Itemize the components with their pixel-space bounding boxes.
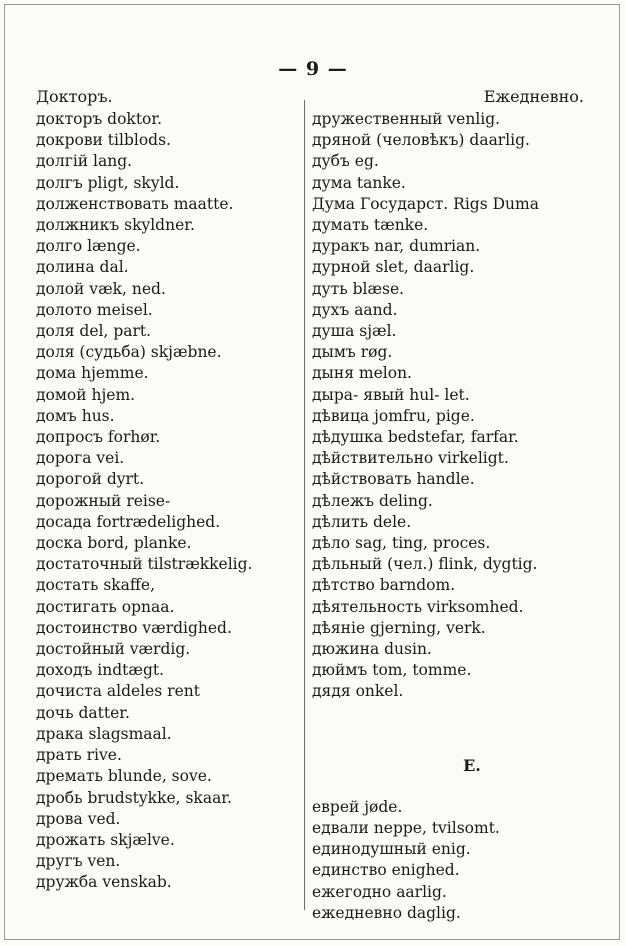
dictionary-entry: дрова ved. bbox=[36, 809, 121, 828]
left-column bbox=[36, 86, 298, 894]
page-number: — 9 — bbox=[278, 58, 348, 80]
dictionary-entry: доля del, part. bbox=[36, 322, 152, 341]
dictionary-entry: дрожать skjælve. bbox=[36, 830, 175, 849]
dictionary-entry: достать skaffe, bbox=[36, 576, 156, 595]
dictionary-entry: дѣлежъ deling. bbox=[312, 491, 433, 510]
dictionary-entry: долженствовать maatte. bbox=[36, 194, 234, 213]
right-column bbox=[312, 86, 612, 924]
dictionary-entry: ежедневно daglig. bbox=[312, 903, 461, 922]
section-e-entries-list bbox=[312, 797, 612, 924]
dictionary-entry: дорога vei. bbox=[36, 449, 125, 468]
dictionary-entry: ежегодно aarlig. bbox=[312, 882, 447, 901]
dictionary-entry: думать tænke. bbox=[312, 216, 429, 235]
dictionary-entry: драть rive. bbox=[36, 746, 122, 765]
dictionary-entry: едвали neppe, tvilsomt. bbox=[312, 818, 500, 837]
dictionary-entry: домой hjem. bbox=[36, 385, 136, 404]
dictionary-entry: дружба venskab. bbox=[36, 873, 172, 892]
dictionary-entry: достаточный tilstrækkelig. bbox=[36, 555, 253, 574]
dictionary-entry: дурной slet, daarlig. bbox=[312, 258, 475, 277]
dictionary-entry: дуть blæse. bbox=[312, 279, 405, 298]
dictionary-entry: дряной (человѣкъ) daarlig. bbox=[312, 131, 530, 150]
dictionary-entry: доходъ indtægt. bbox=[36, 661, 165, 680]
right-entries-list bbox=[312, 109, 612, 703]
dictionary-entry: дорожный reise- bbox=[36, 491, 171, 510]
dictionary-entry: дорогой dyrt. bbox=[36, 470, 145, 489]
dictionary-entry: дѣдушка bedstefar, farfar. bbox=[312, 428, 519, 447]
dictionary-entry: душа sjæl. bbox=[312, 322, 397, 341]
dictionary-entry: докрови tilblods. bbox=[36, 131, 171, 150]
dictionary-entry: долгій lang. bbox=[36, 152, 133, 171]
dictionary-entry: дымъ røg. bbox=[312, 343, 393, 362]
section-gap bbox=[312, 703, 612, 755]
dictionary-entry: дремать blunde, sove. bbox=[36, 767, 212, 786]
dictionary-entry: дѣйствовать handle. bbox=[312, 470, 475, 489]
dictionary-entry: Дума Государст. Rigs Duma bbox=[312, 194, 539, 213]
column-divider bbox=[304, 100, 305, 910]
dictionary-entry: дѣтство barndom. bbox=[312, 576, 456, 595]
dictionary-entry: дома hjemme. bbox=[36, 364, 149, 383]
dictionary-entry: дѣяніе gjerning, verk. bbox=[312, 618, 486, 637]
dictionary-entry: дѣятельность virksomhed. bbox=[312, 597, 524, 616]
dictionary-entry: докторъ doktor. bbox=[36, 110, 163, 128]
dictionary-entry: дѣвица jomfru, pige. bbox=[312, 406, 475, 425]
dictionary-entry: достигать opnaa. bbox=[36, 597, 175, 616]
dictionary-entry: дума tanke. bbox=[312, 173, 406, 192]
dictionary-entry: достоинство værdighed. bbox=[36, 618, 232, 637]
dictionary-entry: дробь brudstykke, skaar. bbox=[36, 788, 232, 807]
dictionary-entry: дѣло sag, ting, proces. bbox=[312, 534, 491, 553]
dictionary-entry: дочиста aldeles rent bbox=[36, 682, 200, 701]
dictionary-entry: долото meisel. bbox=[36, 300, 153, 319]
dictionary-entry: дюжина dusin. bbox=[312, 640, 432, 659]
right-running-head: Ежедневно. bbox=[483, 87, 584, 106]
dictionary-entry: долгъ pligt, skyld. bbox=[36, 173, 180, 192]
left-running-head: Докторъ. bbox=[36, 87, 113, 106]
dictionary-entry: драка slagsmaal. bbox=[36, 724, 172, 743]
dictionary-entry: долой væk, ned. bbox=[36, 279, 166, 298]
dictionary-entry: единство enighed. bbox=[312, 861, 460, 880]
dictionary-entry: дочь datter. bbox=[36, 703, 130, 722]
dictionary-entry: домъ hus. bbox=[36, 406, 115, 425]
dictionary-entry: дѣльный (чел.) flink, dygtig. bbox=[312, 555, 538, 574]
dictionary-entry: дружественный venlig. bbox=[312, 110, 501, 128]
dictionary-entry: дѣйствительно virkeligt. bbox=[312, 449, 509, 468]
dictionary-entry: долина dal. bbox=[36, 258, 129, 277]
dictionary-entry: досада fortrædelighed. bbox=[36, 512, 221, 531]
section-letter-e: Е. bbox=[463, 755, 481, 775]
dictionary-entry: дуракъ nar, dumrian. bbox=[312, 237, 481, 256]
dictionary-entry: достойный værdig. bbox=[36, 640, 191, 659]
dictionary-entry: доля (судьба) skjæbne. bbox=[36, 343, 222, 362]
dictionary-entry: дюймъ tom, tomme. bbox=[312, 661, 472, 680]
dictionary-entry: дядя onkel. bbox=[312, 682, 404, 701]
dictionary-entry: долго længe. bbox=[36, 237, 141, 256]
dictionary-entry: должникъ skyldner. bbox=[36, 216, 195, 235]
left-entries-list bbox=[36, 109, 298, 894]
dictionary-entry: другъ ven. bbox=[36, 852, 121, 871]
dictionary-entry: дѣлить dele. bbox=[312, 512, 412, 531]
dictionary-entry: доска bord, planke. bbox=[36, 534, 192, 553]
dictionary-entry: духъ aand. bbox=[312, 300, 398, 319]
dictionary-entry: дубъ eg. bbox=[312, 152, 379, 171]
dictionary-entry: единодушный enig. bbox=[312, 840, 471, 859]
dictionary-entry: еврей jøde. bbox=[312, 797, 403, 816]
dictionary-entry: допросъ forhør. bbox=[36, 428, 161, 447]
dictionary-entry: дыра- явый hul- let. bbox=[312, 385, 470, 404]
dictionary-entry: дыня melon. bbox=[312, 364, 412, 383]
